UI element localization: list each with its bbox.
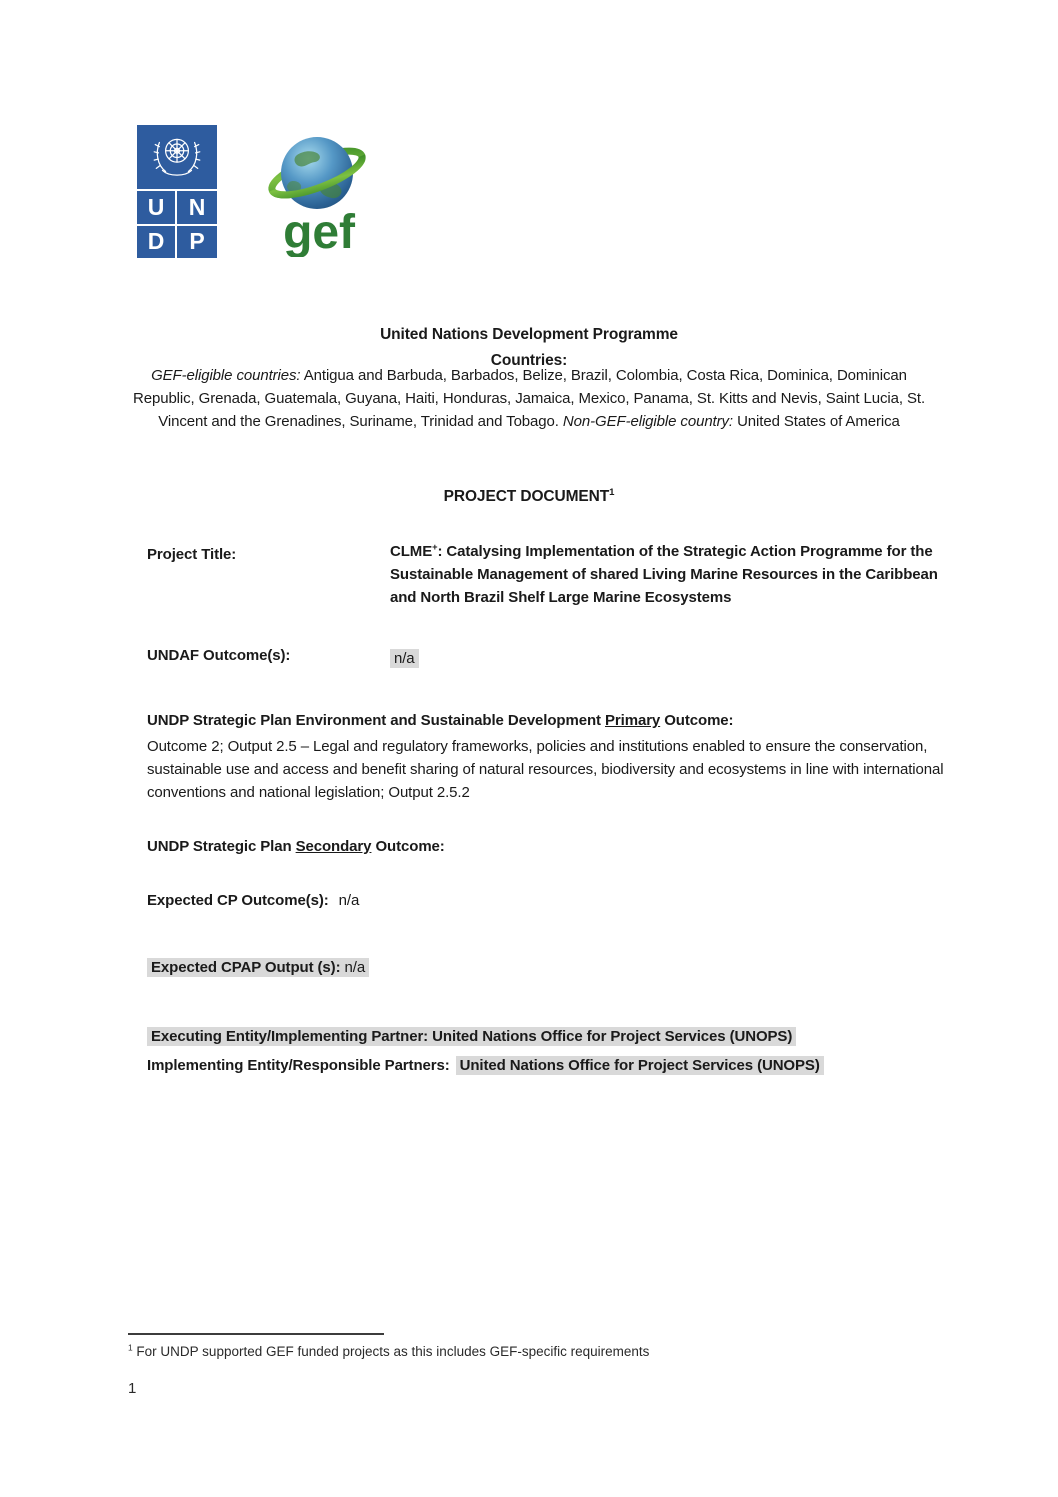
undaf-value: n/a	[390, 649, 419, 668]
undp-logo	[137, 125, 217, 258]
footnote-text: For UNDP supported GEF funded projects as this includes GEF-specific requirements	[136, 1344, 650, 1359]
expected-cp-row	[147, 889, 977, 912]
expected-cp-label: Expected CP Outcome(s):	[147, 892, 329, 909]
clme-plus-sup: +	[432, 542, 438, 552]
countries-label: Countries:	[490, 352, 568, 369]
footnote-rule	[128, 1333, 384, 1335]
gef-logo-text: gef	[283, 206, 355, 257]
executing-entity-highlight	[147, 1027, 796, 1046]
executing-entity-label: Executing Entity/Implementing Partner:	[151, 1028, 429, 1045]
non-gef-label: Non-GEF-eligible country:	[562, 413, 733, 430]
undaf-label: UNDAF Outcome(s):	[147, 647, 291, 664]
expected-cpap-row	[147, 956, 977, 979]
gef-globe-icon	[281, 137, 353, 209]
undp-letters-grid	[137, 189, 217, 258]
project-document-title: PROJECT DOCUMENT$^1$	[443, 486, 615, 505]
countries-paragraph	[129, 364, 929, 433]
undp-letter-d: D	[137, 226, 177, 259]
gef-eligible-list: Antigua and Barbuda, Barbados, Belize, Brazil, Colombia, Costa Rica, Dominica, Dominican Republic, Grenada, Guatemala, Guyana, Haiti, Honduras, Jamaica, Mexico, Panama, St. Kitts and Nevis, Saint Lucia, St. Vincent and the Grenadines, Suriname, Trinidad and Tobago.	[132, 367, 926, 430]
org-name: United Nations Development Programme	[380, 326, 678, 343]
expected-cpap-value: n/a	[340, 959, 366, 976]
footnote	[128, 1343, 968, 1361]
expected-cpap-label: Expected CPAP Output (s):	[151, 959, 341, 976]
undp-letter-u: U	[137, 191, 177, 226]
project-title-value: CLME+: Catalysing Implementation of the Strategic Action Programme for the Sustainable Management of shared Living Marine Resources in the Caribbean and North Brazil Shelf Large Marine Ecosystems	[390, 542, 938, 606]
primary-outcome-body: Outcome 2; Output 2.5 – Legal and regulatory frameworks, policies and institutions enabled to ensure the conservation, sustainable use and access and benefit sharing of natural resources, biodiversity and ecosystems in line with international conventions and national legislation; Output 2.5.2	[147, 738, 944, 801]
page-number: 1	[128, 1380, 137, 1397]
secondary-underlined: Secondary	[295, 838, 372, 855]
undaf-value-wrap	[390, 647, 968, 670]
expected-cpap-highlight	[147, 958, 369, 977]
footnote-marker: 1	[128, 1342, 133, 1353]
primary-outcome-heading: UNDP Strategic Plan Environment and Sustainable Development Primary Outcome:	[147, 712, 734, 729]
title-footnote-ref: 1	[609, 486, 615, 498]
secondary-outcome-heading: UNDP Strategic Plan Secondary Outcome:	[147, 838, 445, 855]
undp-letter-p: P	[189, 228, 205, 255]
undp-letter-n: N	[177, 191, 217, 226]
un-emblem-icon	[137, 125, 217, 189]
implementing-entity-row	[147, 1054, 977, 1077]
implementing-entity-value: United Nations Office for Project Services (UNOPS)	[456, 1056, 824, 1075]
expected-cp-value: n/a	[338, 892, 360, 909]
gef-eligible-label: GEF-eligible countries:	[151, 367, 301, 384]
implementing-entity-label: Implementing Entity/Responsible Partners:	[147, 1057, 450, 1074]
executing-entity-value: United Nations Office for Project Services (UNOPS)	[428, 1028, 793, 1045]
non-gef-value: United States of America	[733, 413, 900, 430]
gef-logo	[263, 127, 373, 257]
primary-underlined: Primary	[605, 712, 661, 729]
executing-entity-row	[147, 1025, 977, 1048]
project-title-label: Project Title:	[147, 546, 237, 563]
